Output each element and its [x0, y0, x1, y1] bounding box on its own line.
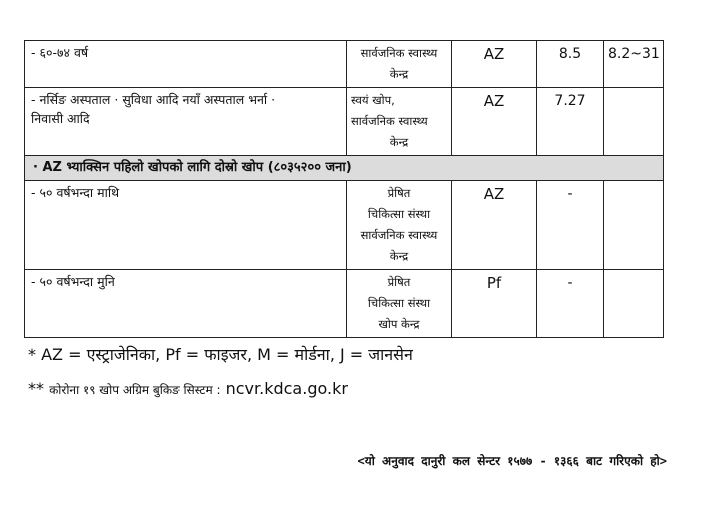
- booking-url: ncvr.kdca.go.kr: [225, 379, 348, 398]
- second-dose-date-cell: [604, 88, 664, 156]
- booking-system-note: [28, 379, 348, 398]
- second-dose-date-cell: [604, 181, 664, 270]
- vaccination-place-cell: [347, 88, 452, 156]
- section-header-row: [25, 156, 664, 181]
- place-line: केन्द्र: [389, 135, 409, 149]
- place-line: स्वयं खोप,: [351, 93, 395, 107]
- target-group-cell: - ५० वर्षभन्दा माथि: [25, 181, 347, 270]
- vaccination-place-cell: [347, 181, 452, 270]
- target-group-cell: [25, 88, 347, 156]
- place-line: चिकित्सा संस्था: [367, 207, 431, 221]
- first-dose-date-cell: 8.5: [537, 41, 604, 88]
- place-line: खोप केन्द्र: [378, 317, 420, 331]
- place-line: प्रेषित: [387, 275, 411, 289]
- vaccination-place-cell: [347, 41, 452, 88]
- table-row: [25, 41, 664, 88]
- first-dose-date-cell: -: [537, 270, 604, 338]
- first-dose-date-cell: -: [537, 181, 604, 270]
- place-line: सार्वजनिक स्वास्थ्य: [360, 228, 438, 242]
- translation-credit-footer: <यो अनुवाद दानुरी कल सेन्टर १५७७ - १३६६ बाट गरिएको हो>: [357, 454, 667, 468]
- vaccination-place-cell: [347, 270, 452, 338]
- first-dose-date-cell: 7.27: [537, 88, 604, 156]
- booking-note-label: कोरोना १९ खोप अग्रिम बुकिङ सिस्टम :: [49, 383, 221, 397]
- vaccine-cell: AZ: [452, 41, 537, 88]
- target-group-cell: - ६०-७४ वर्ष: [25, 41, 347, 88]
- second-dose-date-cell: [604, 270, 664, 338]
- place-line: सार्वजनिक स्वास्थ्य: [351, 114, 428, 128]
- place-line: चिकित्सा संस्था: [367, 296, 431, 310]
- table-row: [25, 270, 664, 338]
- table-row: [25, 88, 664, 156]
- second-dose-date-cell: 8.2~31: [604, 41, 664, 88]
- place-line: केन्द्र: [389, 67, 409, 81]
- vaccination-schedule-table: [24, 40, 664, 338]
- place-line: सार्वजनिक स्वास्थ्य: [360, 46, 438, 60]
- booking-note-marker: **: [28, 379, 44, 398]
- vaccine-cell: AZ: [452, 88, 537, 156]
- target-line: - नर्सिङ अस्पताल · सुविधा आदि नयाँ अस्पताल भर्ना ·: [31, 92, 276, 107]
- table-row: [25, 181, 664, 270]
- place-line: केन्द्र: [389, 249, 409, 263]
- abbreviation-note: * AZ = एस्ट्राजेनिका, Pf = फाइजर, M = मोर्डना, J = जानसेन: [28, 345, 413, 364]
- target-group-cell: - ५० वर्षभन्दा मुनि: [25, 270, 347, 338]
- place-line: प्रेषित: [387, 186, 411, 200]
- section-header: · AZ भ्याक्सिन पहिलो खोपको लागि दोस्रो खोप (८०३५२०० जना): [25, 156, 664, 181]
- target-line: निवासी आदि: [31, 111, 90, 126]
- vaccine-cell: AZ: [452, 181, 537, 270]
- vaccine-cell: Pf: [452, 270, 537, 338]
